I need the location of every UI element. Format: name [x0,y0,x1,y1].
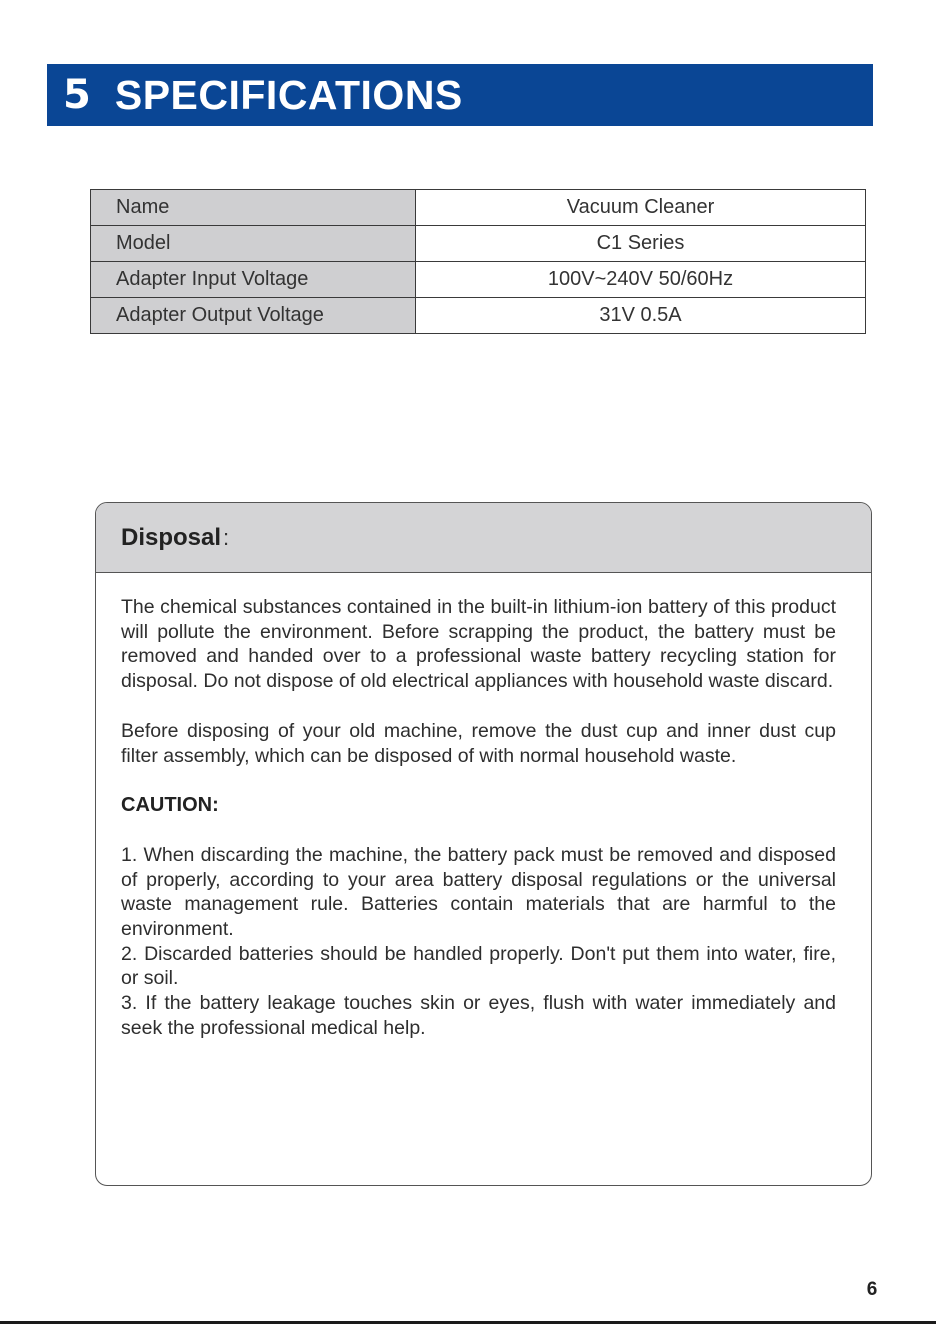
spec-label-output-voltage: Adapter Output Voltage [91,298,416,334]
disposal-paragraph-dust-cup: Before disposing of your old machine, remove the dust cup and inner dust cup filter assembly, which can be disposed of with normal household waste. [121,719,836,767]
specifications-table [90,189,866,334]
disposal-title: Disposal [121,523,222,551]
caution-heading: CAUTION: [121,794,219,817]
spec-value-input-voltage: 100V~240V 50/60Hz [416,262,866,298]
table-row [91,226,866,262]
disposal-body [96,573,871,1041]
disposal-title-colon: : [223,524,230,550]
spec-label-input-voltage: Adapter Input Voltage [91,262,416,298]
spec-label-name: Name [91,190,416,226]
table-row [91,298,866,334]
table-row [91,262,866,298]
table-row [91,190,866,226]
disposal-header [96,503,871,573]
spec-value-name: Vacuum Cleaner [416,190,866,226]
page-number: 6 [866,1279,878,1300]
section-title: SPECIFICATIONS [114,71,463,118]
spec-value-model: C1 Series [416,226,866,262]
disposal-paragraph-battery: The chemical substances contained in the built-in lithium-ion battery of this product will pollute the environment. Before scrapping the product, the battery must be removed and handed over to a professional waste battery recycling station for disposal. Do not dispose of old electrical appliances with household waste discard. [121,596,836,693]
spec-label-model: Model [91,226,416,262]
caution-item-1: 1. When discarding the machine, the battery pack must be removed and disposed of properly, according to your area battery disposal regulations or the universal waste management rule. Batteries contain materials that are harmful to the environment. [121,843,836,941]
disposal-box [95,502,872,1186]
caution-item-2: 2. Discarded batteries should be handled properly. Don't put them into water, fire, or soil. [121,942,836,990]
caution-item-3: 3. If the battery leakage touches skin or eyes, flush with water immediately and seek the professional medical help. [121,992,836,1039]
section-banner [47,64,873,126]
spec-value-output-voltage: 31V 0.5A [416,298,866,334]
section-number: 5 [63,72,91,118]
